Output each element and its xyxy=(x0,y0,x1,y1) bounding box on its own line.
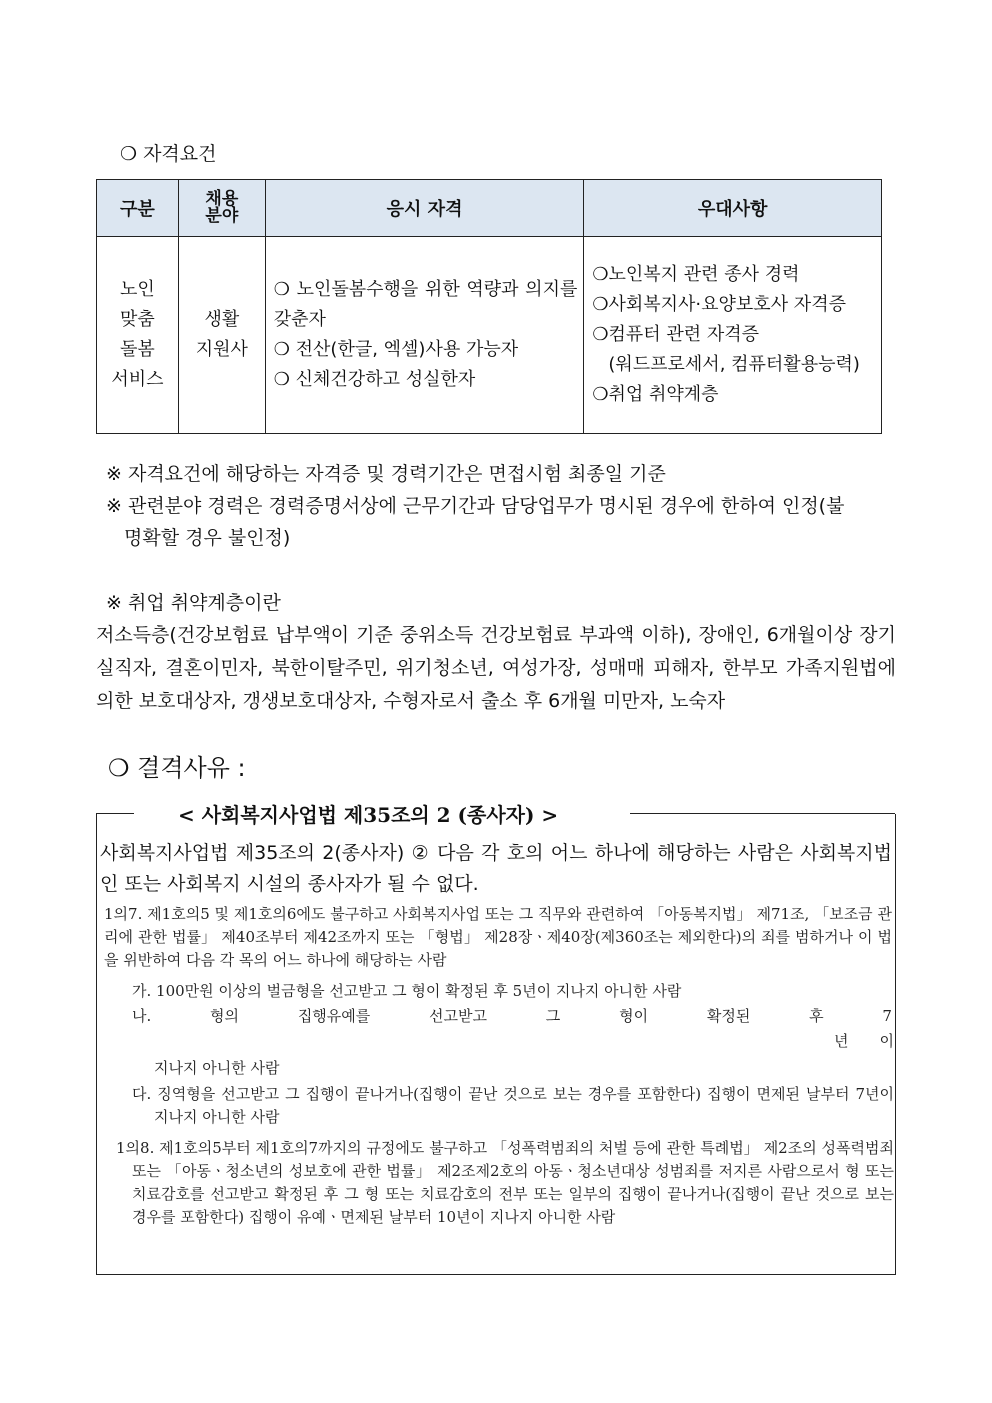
law-item-na-tail-word: 이 xyxy=(879,1032,894,1050)
category-line: 서비스 xyxy=(111,369,164,390)
law-item-na xyxy=(132,1005,892,1028)
preference-item: ❍사회복지사·요양보호사 자격증 xyxy=(592,294,846,315)
cell-category xyxy=(97,237,179,434)
law-item-na-word: 형이 xyxy=(619,1007,649,1025)
note-item: ※ 관련분야 경력은 경력증명서상에 근무기간과 담당업무가 명시된 경우에 한하여 인정(불 xyxy=(106,495,845,517)
preference-item: ❍컴퓨터 관련 자격증 xyxy=(592,324,760,345)
header-field-line1: 채용 xyxy=(205,189,239,209)
table-row xyxy=(97,237,882,434)
law-item-1-8: 1의8. 제1호의5부터 제1호의7까지의 규정에도 불구하고 「성폭력범죄의 처벌 등에 관한 특례법」 제2조의 성폭력범죄 또는 「아동ㆍ청소년의 성보호에 관한 법률」 제2조제2호의 아동ㆍ청소년대상 성범죄를 저지른 사람으로서 형 또는 치료감호를 선고받고 확정된 후 그 형 또는 치료감호의 전부 또는 일부의 집행이 끝나거나(집행이 끝난 것으로 보는 경우를 포함한다) 집행이 유예ㆍ면제된 날부터 10년이 지나지 아니한 사람 xyxy=(116,1139,894,1226)
table-header-row xyxy=(97,180,882,237)
law-item-1-7: 1의7. 제1호의5 및 제1호의6에도 불구하고 사회복지사업 또는 그 직무와 관련하여 「아동복지법」 제71조, 「보조금 관리에 관한 법률」 제40조부터 제42조까지 또는 「형법」 제28장ㆍ제40장(제360조는 제외한다)의 죄를 범하거나 이 법을 위반하여 다음 각 목의 어느 하나에 해당하는 사람 xyxy=(104,905,892,969)
law-item-na-word: 형의 xyxy=(210,1007,240,1025)
header-qualification: 응시 자격 xyxy=(265,180,584,237)
disqualification-heading: ❍ 결격사유 : xyxy=(108,754,246,782)
law-item-na-word: 그 xyxy=(545,1007,561,1025)
category-line: 노인 xyxy=(120,279,155,300)
section-qualifications-heading: ❍ 자격요건 xyxy=(120,143,217,165)
law-item-na-word: 확정된 xyxy=(706,1007,751,1025)
category-line: 돌봄 xyxy=(120,339,155,360)
law-item-na-word: 후 xyxy=(809,1007,824,1025)
cell-qualifications xyxy=(265,237,584,434)
cell-field xyxy=(178,237,265,434)
preference-item: ❍노인복지 관련 종사 경력 xyxy=(592,264,800,285)
preference-item: ❍취업 취약계층 xyxy=(592,384,719,405)
header-category: 구분 xyxy=(97,180,179,237)
law-item-na-word: 집행유예를 xyxy=(297,1007,371,1025)
cell-preferences xyxy=(584,237,882,434)
qualification-item: ❍ 신체건강하고 성실한자 xyxy=(273,369,476,390)
category-line: 맞춤 xyxy=(120,309,155,330)
law-box-title: < 사회복지사업법 제35조의 2 (종사자) > xyxy=(178,803,559,827)
law-item-na-end: 지나지 아니한 사람 xyxy=(154,1059,280,1077)
law-item-da: 다. 징역형을 선고받고 그 집행이 끝나거나(집행이 끝난 것으로 보는 경우를 포함한다) 집행이 면제된 날부터 7년이 지나지 아니한 사람 xyxy=(132,1085,894,1126)
header-field-line2: 분야 xyxy=(205,206,239,226)
note-item: ※ 자격요건에 해당하는 자격증 및 경력기간은 면접시험 최종일 기준 xyxy=(106,463,666,485)
law-item-na-word: 선고받고 xyxy=(429,1007,488,1025)
vulnerable-title: ※ 취업 취약계층이란 xyxy=(106,592,281,614)
qualification-item: ❍ 전산(한글, 엑셀)사용 가능자 xyxy=(273,339,519,360)
preference-item: (워드프로세서, 컴퓨터활용능력) xyxy=(608,354,860,375)
law-item-na-word: 7 xyxy=(882,1007,892,1025)
vulnerable-text: 저소득층(건강보험료 납부액이 기준 중위소득 건강보험료 부과액 이하), 장애인, 6개월이상 장기실직자, 결혼이민자, 북한이탈주민, 위기청소년, 여성가장, 성매매 피해자, 한부모 가족지원법에 의한 보호대상자, 갱생보호대상자, 수형자로서 출소 후 6개월 미만자, 노숙자 xyxy=(96,624,896,712)
law-item-ga: 가. 100만원 이상의 벌금형을 선고받고 그 형이 확정된 후 5년이 지나지 아니한 사람 xyxy=(132,982,682,1000)
law-box-top-left-line xyxy=(96,813,134,814)
law-item-na-tail-word: 년 xyxy=(834,1032,849,1050)
qualification-table xyxy=(96,179,882,434)
law-lead: 사회복지사업법 제35조의 2(종사자) ② 다음 각 호의 어느 하나에 해당하는 사람은 사회복지법인 또는 사회복지 시설의 종사자가 될 수 없다. xyxy=(100,842,892,895)
header-preference: 우대사항 xyxy=(584,180,882,237)
field-line: 지원사 xyxy=(195,339,248,360)
header-field xyxy=(178,180,265,237)
law-item-na-word: 나. xyxy=(132,1007,152,1025)
field-line: 생활 xyxy=(204,309,240,330)
note-item: 명확할 경우 불인정) xyxy=(124,527,291,549)
qualification-item: ❍ 노인돌봄수행을 위한 역량과 의지를 갖춘자 xyxy=(273,279,578,330)
note-list xyxy=(106,458,896,554)
law-item-na-tail xyxy=(834,1030,894,1053)
law-box-top-right-line xyxy=(630,813,895,814)
